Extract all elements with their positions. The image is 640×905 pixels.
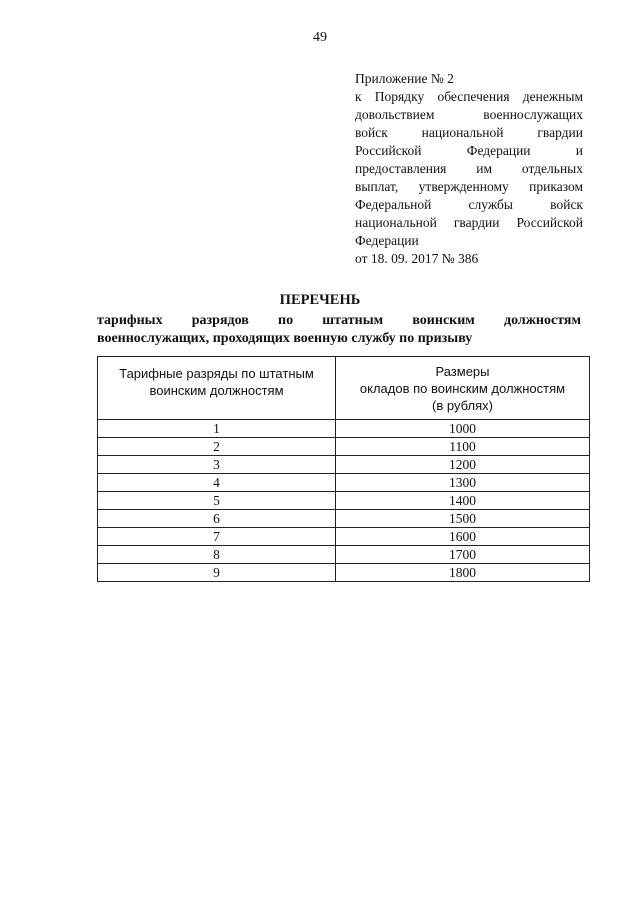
header-text: Тарифные разряды по штатным	[119, 366, 314, 381]
table-row	[98, 546, 590, 564]
grade-cell: 1	[98, 420, 336, 438]
grade-cell: 3	[98, 456, 336, 474]
salary-cell: 1600	[336, 528, 590, 546]
appendix-line: Федерации	[355, 233, 419, 248]
salary-cell: 1000	[336, 420, 590, 438]
appendix-line: войск национальной гвардии	[355, 125, 583, 140]
appendix-line: выплат, утвержденному приказом	[355, 179, 583, 194]
appendix-line: Федеральной службы войск	[355, 197, 583, 212]
grade-cell: 5	[98, 492, 336, 510]
grade-cell: 8	[98, 546, 336, 564]
appendix-line: национальной гвардии Российской	[355, 215, 583, 230]
header-text: Размеры	[435, 364, 490, 379]
header-text: воинским должностям	[149, 383, 284, 398]
subheading-line: военнослужащих, проходящих военную службу по призыву	[97, 331, 473, 346]
salary-cell: 1500	[336, 510, 590, 528]
salary-cell: 1300	[336, 474, 590, 492]
grade-cell: 2	[98, 438, 336, 456]
appendix-line: предоставления им отдельных	[355, 161, 583, 176]
header-text: окладов по воинским должностям	[359, 381, 566, 396]
page-number: 49	[313, 30, 327, 45]
appendix-line: к Порядку обеспечения денежным	[355, 89, 583, 104]
appendix-order-ref: от 18. 09. 2017 № 386	[355, 251, 479, 266]
appendix-line: довольствием военнослужащих	[355, 107, 583, 122]
salary-cell: 1800	[336, 564, 590, 582]
appendix-line: Российской Федерации и	[355, 143, 583, 158]
salary-cell: 1100	[336, 438, 590, 456]
grade-cell: 4	[98, 474, 336, 492]
subheading-line: тарифных разрядов по штатным воинским должностям	[97, 313, 581, 328]
grade-column-header	[98, 357, 336, 420]
document-heading: ПЕРЕЧЕНЬ	[279, 292, 361, 308]
salary-cell: 1400	[336, 492, 590, 510]
grade-cell: 9	[98, 564, 336, 582]
table-row	[98, 474, 590, 492]
table-row	[98, 510, 590, 528]
table-row	[98, 420, 590, 438]
table-header-row	[98, 357, 590, 420]
salary-table	[97, 356, 590, 582]
table-row	[98, 528, 590, 546]
salary-column-header	[336, 357, 590, 420]
header-text: (в рублях)	[432, 398, 493, 413]
salary-cell: 1200	[336, 456, 590, 474]
table-row	[98, 438, 590, 456]
appendix-title: Приложение № 2	[355, 71, 454, 86]
appendix-block	[355, 70, 583, 268]
table-row	[98, 456, 590, 474]
grade-cell: 6	[98, 510, 336, 528]
table-row	[98, 492, 590, 510]
document-subheading	[97, 312, 581, 348]
grade-cell: 7	[98, 528, 336, 546]
table-row	[98, 564, 590, 582]
salary-cell: 1700	[336, 546, 590, 564]
